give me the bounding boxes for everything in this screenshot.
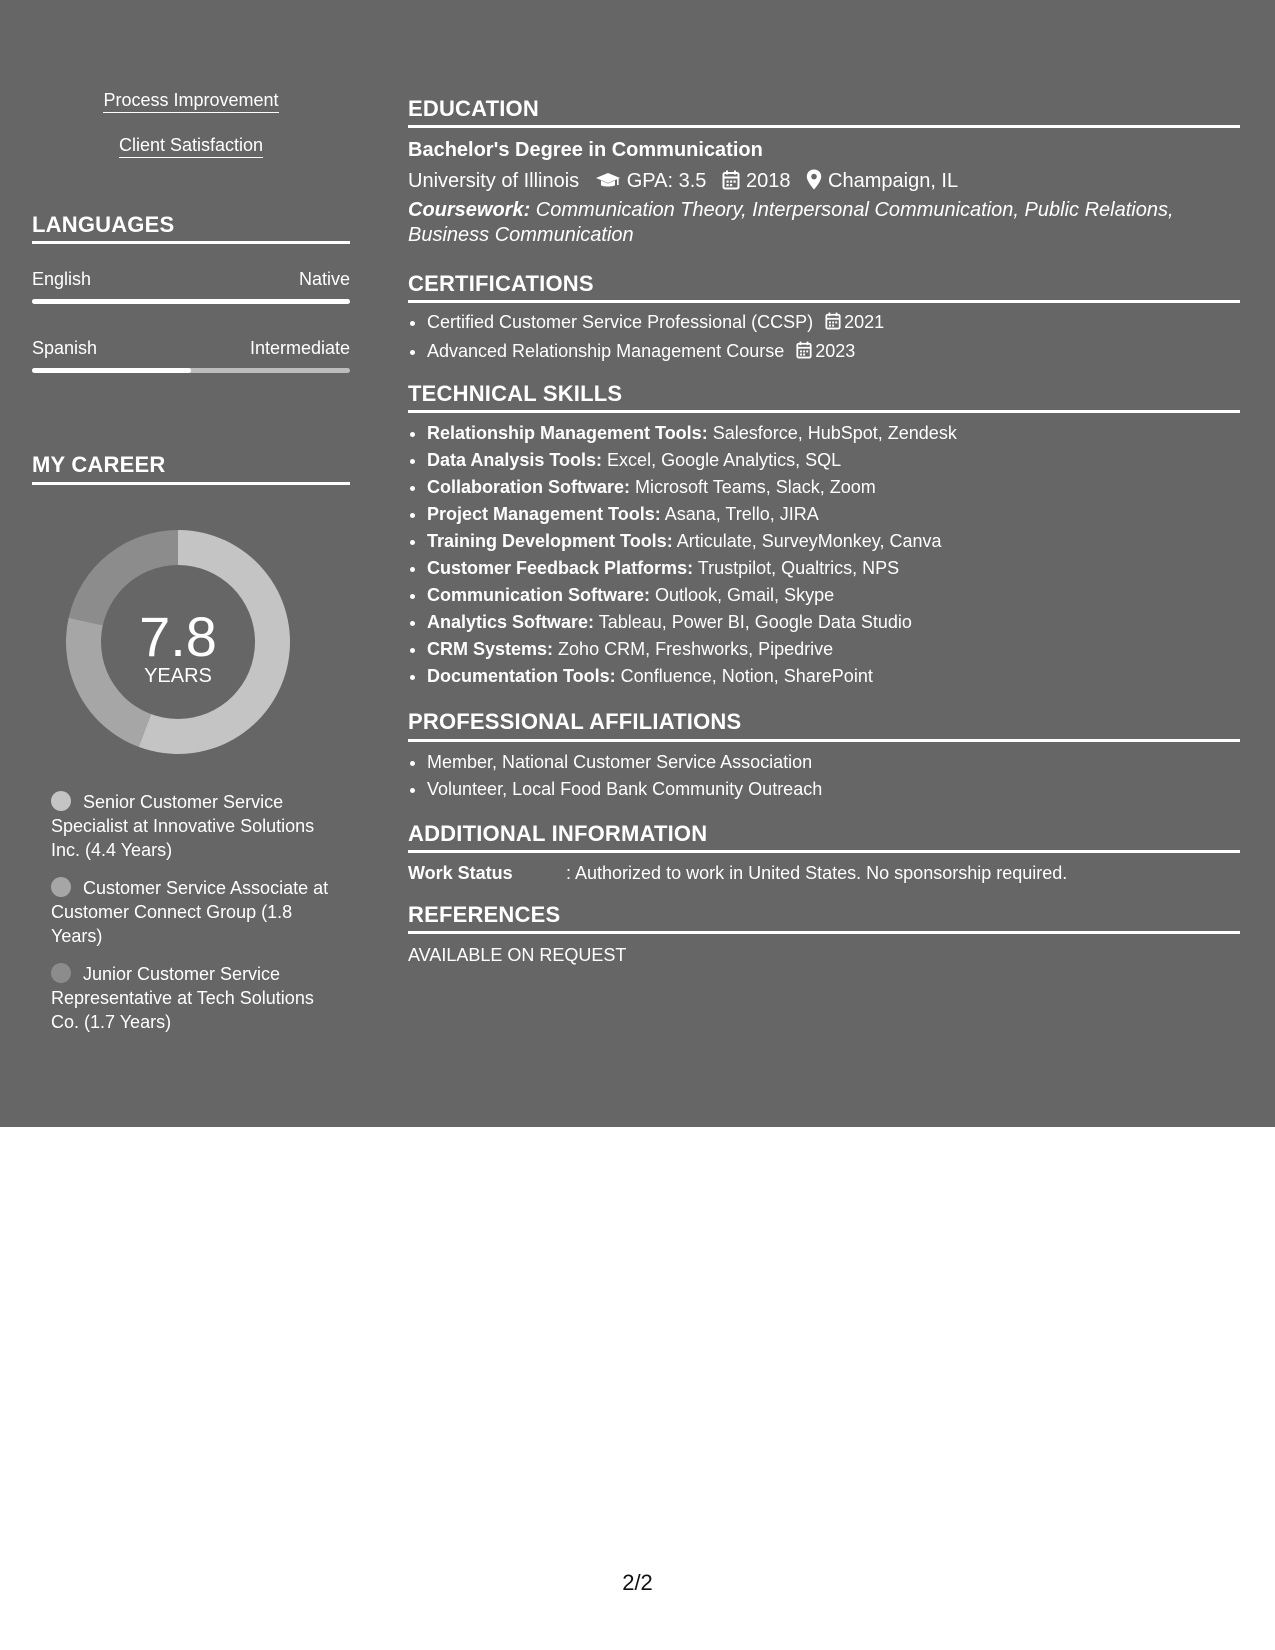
career-role-label: Junior Customer Service Representative at Tech Solutions Co. (1.7 Years) bbox=[51, 964, 314, 1032]
list-item bbox=[427, 582, 957, 609]
skill-category: Customer Feedback Platforms: bbox=[427, 558, 694, 578]
list-item bbox=[427, 609, 957, 636]
skill-tools: Confluence, Notion, SharePoint bbox=[615, 666, 873, 686]
language-name: Spanish bbox=[32, 338, 98, 358]
skill-category: Analytics Software: bbox=[427, 612, 595, 632]
skill-tag[interactable] bbox=[32, 134, 350, 156]
list-item bbox=[427, 528, 957, 555]
language-row bbox=[32, 337, 350, 359]
skill-tag-label[interactable]: Client Satisfaction bbox=[119, 135, 263, 158]
section-divider bbox=[408, 931, 1240, 934]
career-title: MY CAREER bbox=[32, 452, 166, 477]
language-proficiency-fill bbox=[32, 299, 350, 304]
career-years-value: 7.8 bbox=[139, 605, 217, 668]
skill-tools: Asana, Trello, JIRA bbox=[660, 504, 819, 524]
skill-tag[interactable] bbox=[32, 89, 350, 111]
page-number: 2/2 bbox=[622, 1570, 653, 1595]
coursework bbox=[408, 198, 1208, 248]
school-location: Champaign, IL bbox=[828, 170, 959, 192]
language-proficiency-fill bbox=[32, 368, 191, 373]
coursework-list: Communication Theory, Interpersonal Communication, Public Relations, Business Communication bbox=[408, 199, 1174, 246]
calendar-icon bbox=[825, 311, 841, 338]
language-proficiency-bar bbox=[32, 368, 350, 373]
certifications-title: CERTIFICATIONS bbox=[408, 271, 594, 296]
references-title: REFERENCES bbox=[408, 902, 561, 927]
affiliations-title: PROFESSIONAL AFFILIATIONS bbox=[408, 709, 742, 734]
references-value: AVAILABLE ON REQUEST bbox=[408, 945, 627, 965]
skill-tools: Microsoft Teams, Slack, Zoom bbox=[630, 477, 876, 497]
list-item: • Volunteer, Local Food Bank Community Outreach bbox=[427, 776, 822, 803]
degree-name: Bachelor's Degree in Communication bbox=[408, 139, 763, 161]
map-pin-icon bbox=[806, 169, 822, 197]
career-donut-chart bbox=[66, 530, 290, 754]
list-item bbox=[427, 636, 957, 663]
section-divider bbox=[32, 482, 350, 485]
education-title: EDUCATION bbox=[408, 96, 539, 121]
skill-tools: Outlook, Gmail, Skype bbox=[650, 585, 835, 605]
affiliations-list bbox=[408, 749, 822, 803]
education-meta bbox=[408, 168, 958, 197]
list-item bbox=[427, 474, 957, 501]
certification-year: 2021 bbox=[844, 312, 885, 332]
skill-tools: Articulate, SurveyMonkey, Canva bbox=[672, 531, 942, 551]
skill-category: Relationship Management Tools: bbox=[427, 423, 708, 443]
skill-tag-label[interactable]: Process Improvement bbox=[103, 90, 278, 113]
certification-name: Certified Customer Service Professional (CCSP) bbox=[427, 312, 814, 332]
career-legend-item bbox=[51, 790, 333, 862]
skill-category: Project Management Tools: bbox=[427, 504, 661, 524]
additional-info-title: ADDITIONAL INFORMATION bbox=[408, 821, 708, 846]
skill-tools: Trustpilot, Qualtrics, NPS bbox=[693, 558, 900, 578]
coursework-label: Coursework: bbox=[408, 199, 531, 221]
graduation-year: 2018 bbox=[745, 170, 791, 192]
work-status-value: : Authorized to work in United States. No sponsorship required. bbox=[566, 863, 1068, 883]
list-item bbox=[427, 501, 957, 528]
legend-dot-icon bbox=[51, 963, 71, 983]
school-name: University of Illinois bbox=[408, 170, 580, 192]
technical-skills-list bbox=[408, 420, 957, 690]
certifications-list bbox=[408, 309, 884, 367]
section-divider bbox=[408, 300, 1240, 303]
section-divider bbox=[32, 241, 350, 244]
calendar-icon bbox=[796, 340, 812, 367]
skill-category: Data Analysis Tools: bbox=[427, 450, 603, 470]
skill-tools: Zoho CRM, Freshworks, Pipedrive bbox=[553, 639, 834, 659]
career-legend-item bbox=[51, 876, 333, 948]
language-level: Native bbox=[298, 269, 350, 289]
language-row bbox=[32, 268, 350, 290]
skill-category: Communication Software: bbox=[427, 585, 651, 605]
career-role-label: Customer Service Associate at Customer Connect Group (1.8 Years) bbox=[51, 878, 329, 946]
section-divider bbox=[408, 125, 1240, 128]
work-status-row bbox=[408, 862, 1067, 884]
languages-title: LANGUAGES bbox=[32, 212, 175, 237]
graduation-cap-icon bbox=[595, 171, 621, 197]
calendar-icon bbox=[722, 170, 740, 197]
legend-dot-icon bbox=[51, 791, 71, 811]
skill-tools: Tableau, Power BI, Google Data Studio bbox=[594, 612, 912, 632]
list-item bbox=[427, 420, 957, 447]
certification-year: 2023 bbox=[815, 341, 856, 361]
certification-name: Advanced Relationship Management Course bbox=[427, 341, 785, 361]
section-divider bbox=[408, 410, 1240, 413]
list-item bbox=[427, 663, 957, 690]
work-status-label: Work Status bbox=[408, 863, 513, 883]
skill-tools: Salesforce, HubSpot, Zendesk bbox=[707, 423, 957, 443]
language-proficiency-bar bbox=[32, 299, 350, 304]
list-item bbox=[427, 447, 957, 474]
list-item bbox=[427, 338, 884, 367]
legend-dot-icon bbox=[51, 877, 71, 897]
list-item bbox=[427, 555, 957, 582]
skill-category: Training Development Tools: bbox=[427, 531, 673, 551]
technical-skills-title: TECHNICAL SKILLS bbox=[408, 381, 623, 406]
skill-category: Collaboration Software: bbox=[427, 477, 631, 497]
list-item: • Member, National Customer Service Association bbox=[427, 749, 822, 776]
section-divider bbox=[408, 739, 1240, 742]
language-name: English bbox=[32, 269, 92, 289]
language-level: Intermediate bbox=[249, 338, 350, 358]
skill-tools: Excel, Google Analytics, SQL bbox=[602, 450, 842, 470]
skill-category: CRM Systems: bbox=[427, 639, 554, 659]
section-divider bbox=[408, 850, 1240, 853]
career-role-label: Senior Customer Service Specialist at Innovative Solutions Inc. (4.4 Years) bbox=[51, 792, 315, 860]
career-years-label: YEARS bbox=[144, 665, 212, 687]
list-item bbox=[427, 309, 884, 338]
skill-category: Documentation Tools: bbox=[427, 666, 616, 686]
gpa: GPA: 3.5 bbox=[626, 170, 707, 192]
career-legend-item bbox=[51, 962, 333, 1034]
